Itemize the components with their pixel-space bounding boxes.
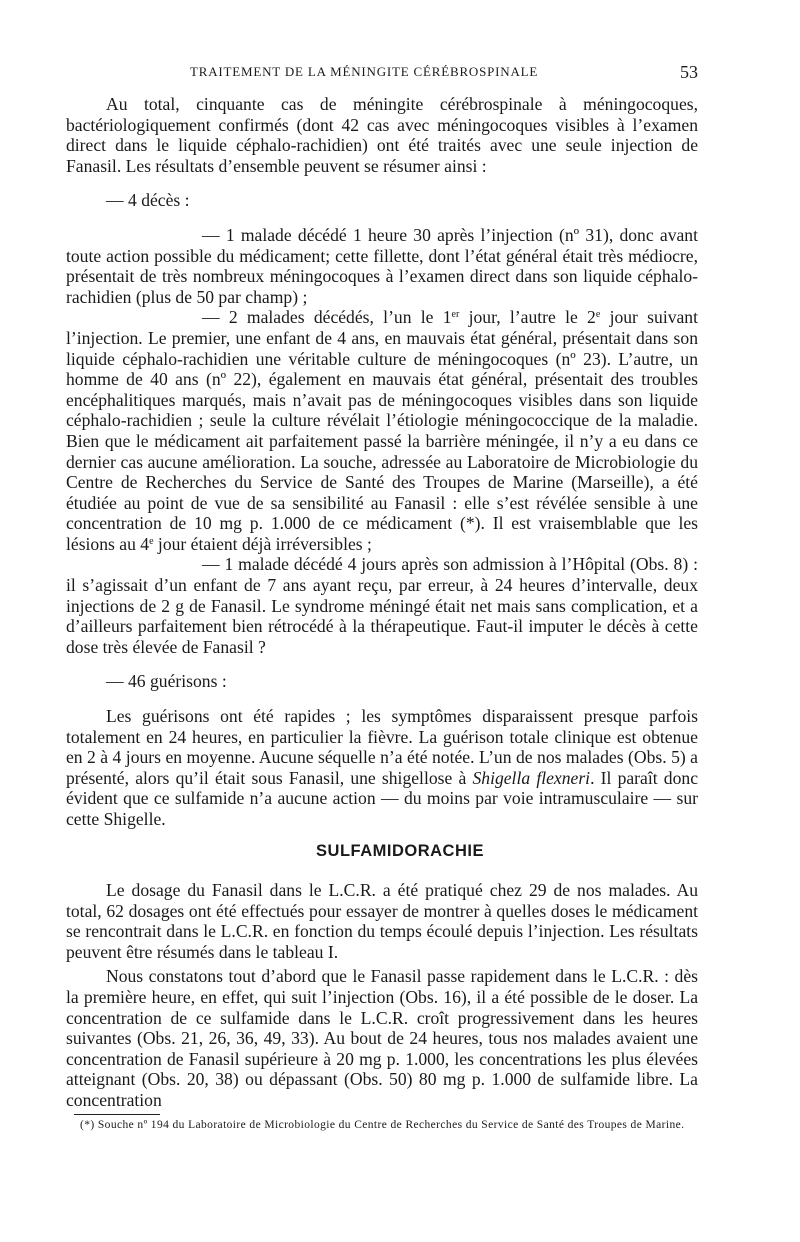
death-case-1: — 1 malade décédé 1 heure 30 après l’injection (nº 31), donc avant toute action possible du médicament; cette fillette, dont l’état général était très médiocre, présentait de très nombreux méningocoques à l’examen direct dans son liquide céphalo-rachidien (plus de 50 par champ) ;	[66, 224, 698, 307]
footnote: (*) Souche nº 194 du Laboratoire de Microbiologie du Centre de Recherches du Service de Santé des Troupes de Marine.	[80, 1119, 685, 1131]
death-case-2-text-d: jour étaient déjà irréversibles ;	[153, 533, 372, 554]
death-case-2	[66, 307, 698, 554]
page-number: 53	[680, 62, 698, 82]
ordinal-superscript: e	[595, 309, 601, 321]
deaths-heading: — 4 décès :	[106, 190, 190, 211]
species-name: Shigella flexneri	[472, 767, 591, 788]
intro-paragraph: Au total, cinquante cas de méningite cérébrospinale à méningocoques, bactériologiquement confirmés (dont 42 cas avec méningocoques visibles à l’examen direct dans le liquide céphalo-rachidien) ont été traités avec une seule injection de Fanasil. Les résultats d’ensemble peuvent se résumer ainsi :	[66, 94, 698, 176]
recoveries-paragraph	[66, 706, 698, 830]
ordinal-superscript: e	[149, 535, 154, 547]
death-case-2-text-b: jour, l’autre le 2	[459, 307, 596, 328]
running-title: TRAITEMENT DE LA MÉNINGITE CÉRÉBROSPINALE	[190, 64, 539, 79]
section-heading: SULFAMIDORACHIE	[316, 842, 484, 860]
recoveries-text-a: Les guérisons ont été rapides ; les symptômes disparaissent presque parfois totalement en 24 heures, en particulier la fièvre. La guérison totale clinique est obtenue en 2 à 4 jours en moyenne. Aucune séquelle n’a été notée. L’un de nos malades (Obs. 5) a présenté, alors qu’il était sous Fanasil, une shigellose à	[66, 706, 698, 788]
footnote-divider	[74, 1114, 160, 1115]
section-text	[66, 880, 698, 1111]
recoveries-text-b: . Il paraît donc évident que ce sulfamide n’a aucune action — du moins par voie intramusculaire — sur cette Shigelle.	[66, 767, 699, 829]
ordinal-superscript: er	[451, 309, 460, 321]
running-head	[66, 62, 698, 84]
recoveries-heading: — 46 guérisons :	[106, 671, 227, 692]
death-case-3: — 1 malade décédé 4 jours après son admission à l’Hôpital (Obs. 8) : il s’agissait d’un enfant de 7 ans ayant reçu, par erreur, à 24 heures d’intervalle, deux injections de 2 g de Fanasil. Le syndrome méningé était net mais sans complication, et a d’ailleurs parfaitement bien rétrocédé à la thérapeutique. Faut-il imputer le décès à cette dose très élevée de Fanasil ?	[66, 554, 698, 657]
main-text	[66, 94, 698, 830]
section-paragraph-2: Nous constatons tout d’abord que le Fanasil passe rapidement dans le L.C.R. : dès la première heure, en effet, qui suit l’injection (Obs. 16), il a été possible de le doser. La concentration de ce sulfamide dans le L.C.R. croît progressivement dans les heures suivantes (Obs. 21, 26, 36, 49, 33). Au bout de 24 heures, tous nos malades avaient une concentration de Fanasil supérieure à 20 mg p. 1.000, les concentrations les plus élevées atteignant (Obs. 20, 38) ou dépassant (Obs. 50) 80 mg p. 1.000 de sulfamide libre. La concentration	[66, 966, 698, 1110]
death-case-2-text-c: jour suivant l’injection. Le premier, une enfant de 4 ans, en mauvais état général, présentait dans son liquide céphalo-rachidien une véritable culture de méningocoques (nº 23). L’autre, un homme de 40 ans (nº 22), également en mauvais état général, présentait des troubles encéphalitiques marqués, mais n’avait pas de méningocoques visibles dans son liquide céphalo-rachidien ; seule la culture révélait l’étiologie méningococcique de la maladie. Bien que le médicament ait parfaitement passé la barrière méningée, il n’y a eu dans ce dernier cas aucune amélioration. La souche, adressée au Laboratoire de Microbiologie du Centre de Recherches du Service de Santé des Troupes de Marine (Marseille), a été étudiée au point de vue de sa sensibilité au Fanasil : elle s’est révélée sensible à une concentration de 10 mg p. 1.000 de ce médicament (*). Il est vraisemblable que les lésions au 4	[66, 307, 698, 554]
section-paragraph-1: Le dosage du Fanasil dans le L.C.R. a été pratiqué chez 29 de nos malades. Au total, 62 dosages ont été effectués pour essayer de montrer à quelles doses le médicament se rencontrait dans le L.C.R. en fonction du temps écoulé depuis l’injection. Les résultats peuvent être résumés dans le tableau I.	[66, 880, 698, 962]
death-case-2-text-a: — 2 malades décédés, l’un le 1	[202, 307, 452, 328]
